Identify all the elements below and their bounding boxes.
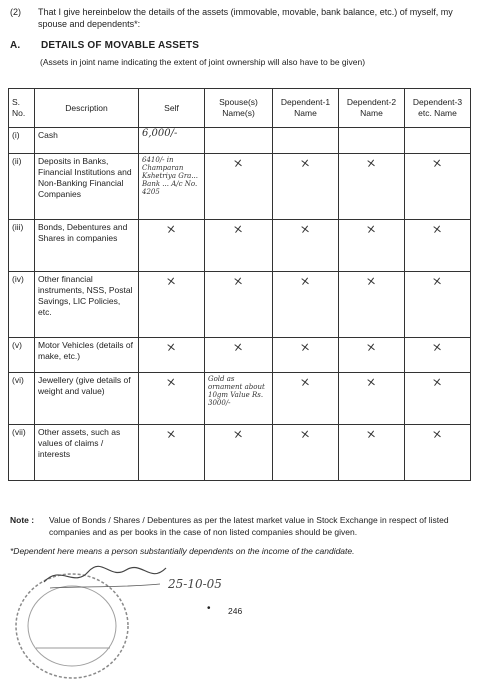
table-row (9, 154, 471, 220)
table-row (9, 373, 471, 425)
cross-mark: × (339, 220, 405, 272)
cross-mark: × (273, 154, 339, 220)
row-sno: (iv) (9, 272, 35, 338)
row-sno: (vii) (9, 425, 35, 481)
movable-assets-table (8, 88, 471, 481)
bullet-dot: • (207, 603, 211, 614)
header-dependent-3: Dependent-3 etc. Name (405, 89, 471, 128)
cross-mark: × (205, 154, 273, 220)
spouse-jewellery-value (205, 373, 273, 425)
cross-mark: × (273, 338, 339, 373)
handwritten-signature (40, 558, 222, 598)
cross-mark: × (205, 338, 273, 373)
cross-mark: × (205, 272, 273, 338)
note-label: Note : (10, 515, 35, 525)
self-value (139, 128, 205, 154)
table-row (9, 272, 471, 338)
cross-mark: × (139, 272, 205, 338)
header-dependent-2: Dependent-2 Name (339, 89, 405, 128)
empty-cell (205, 128, 273, 154)
table-row (9, 220, 471, 272)
cross-mark: × (273, 220, 339, 272)
cross-mark: × (273, 272, 339, 338)
row-description: Motor Vehicles (details of make, etc.) (35, 338, 139, 373)
cross-mark: × (339, 154, 405, 220)
cross-mark: × (405, 338, 471, 373)
header-spouse: Spouse(s) Name(s) (205, 89, 273, 128)
row-description: Other financial instruments, NSS, Postal Savings, LIC Policies, etc. (35, 272, 139, 338)
cross-mark: × (339, 338, 405, 373)
cross-mark: × (273, 425, 339, 481)
table-row (9, 425, 471, 481)
row-description: Cash (35, 128, 139, 154)
self-value (139, 154, 205, 220)
cross-mark: × (405, 373, 471, 425)
row-sno: (iii) (9, 220, 35, 272)
cross-mark: × (405, 425, 471, 481)
intro-text: That I give hereinbelow the details of the assets (immovable, movable, bank balance, etc.) of myself, my spouse and dependents*: (38, 7, 453, 29)
section-title: DETAILS OF MOVABLE ASSETS (41, 40, 200, 51)
row-description: Other assets, such as values of claims / interests (35, 425, 139, 481)
row-sno: (i) (9, 128, 35, 154)
cross-mark: × (405, 220, 471, 272)
section-subtitle: (Assets in joint name indicating the extent of joint ownership will also have to be given) (40, 57, 366, 67)
empty-cell (405, 128, 471, 154)
row-description: Jewellery (give details of weight and value) (35, 373, 139, 425)
handwritten-deposit: 6410/- in Champaran Kshetriya Gra... Bank ... A/c No. 4205 (142, 156, 199, 196)
header-description: Description (35, 89, 139, 128)
cross-mark: × (405, 272, 471, 338)
handwritten-jewellery: Gold as ornament about 10gm Value Rs. 3000/- (208, 375, 265, 407)
row-sno: (vi) (9, 373, 35, 425)
cross-mark: × (139, 220, 205, 272)
note-text: Value of Bonds / Shares / Debentures as per the latest market value in Stock Exchange in respect of listed companies and as per books in the case of non listed companies should be given. (49, 515, 449, 537)
cross-mark: × (205, 220, 273, 272)
cross-mark: × (405, 154, 471, 220)
cross-mark: × (139, 425, 205, 481)
table-row (9, 338, 471, 373)
cross-mark: × (139, 338, 205, 373)
empty-cell (273, 128, 339, 154)
cross-mark: × (339, 425, 405, 481)
header-dependent-1: Dependent-1 Name (273, 89, 339, 128)
handwritten-cash: 6,000/- (142, 128, 178, 139)
row-description: Deposits in Banks, Financial Institutions and Non-Banking Financial Companies (35, 154, 139, 220)
cross-mark: × (205, 425, 273, 481)
section-letter: A. (10, 40, 21, 51)
table-header-row (9, 89, 471, 128)
header-sno: S. No. (9, 89, 35, 128)
header-self: Self (139, 89, 205, 128)
cross-mark: × (273, 373, 339, 425)
cross-mark: × (139, 373, 205, 425)
dependent-definition: *Dependent here means a person substantially dependents on the income of the candidate. (10, 546, 355, 556)
row-sno: (ii) (9, 154, 35, 220)
row-sno: (v) (9, 338, 35, 373)
page-number: 246 (228, 606, 243, 616)
empty-cell (339, 128, 405, 154)
cross-mark: × (339, 272, 405, 338)
signature-date: 25-10-05 (168, 577, 222, 591)
cross-mark: × (339, 373, 405, 425)
intro-number: (2) (10, 7, 21, 17)
table-row (9, 128, 471, 154)
row-description: Bonds, Debentures and Shares in companies (35, 220, 139, 272)
